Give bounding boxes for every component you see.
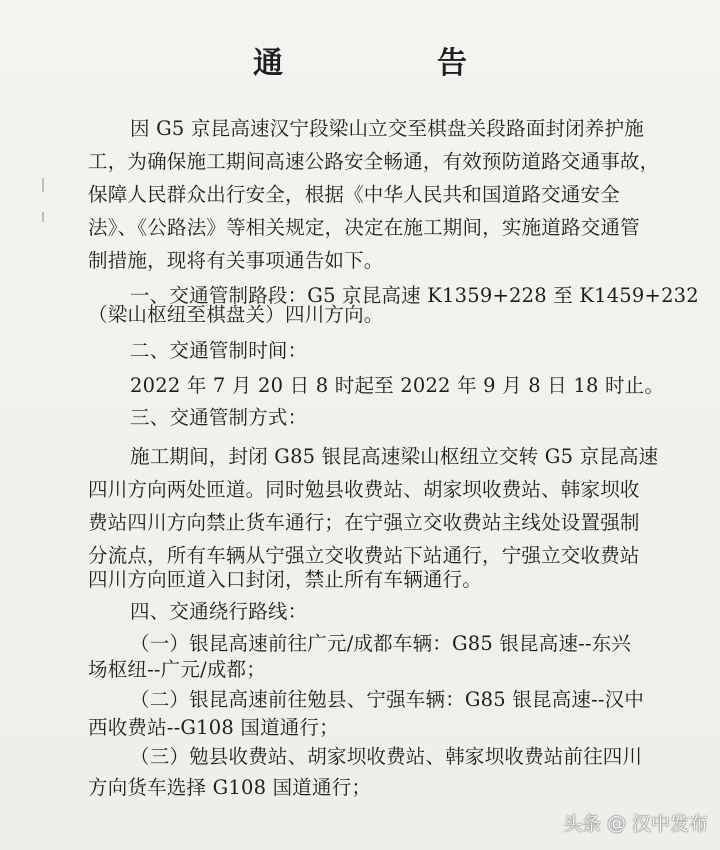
paragraph-line: 因 G5 京昆高速汉宁段梁山立交至棋盘关段路面封闭养护施 xyxy=(130,117,644,140)
paragraph-line: 法》、《公路法》等相关规定，决定在施工期间，实施道路交通管 xyxy=(88,216,640,239)
scan-mark xyxy=(42,178,44,192)
route-item-continued: 方向货车选择 G108 国道通行； xyxy=(88,776,372,799)
route-item: （三）勉县收费站、胡家坝收费站、韩家坝收费站前往四川 xyxy=(130,745,643,768)
route-item-continued: 场枢纽--广元/成都； xyxy=(88,658,266,681)
paragraph-line: 保障人民群众出行安全，根据《中华人民共和国道路交通安全 xyxy=(88,183,620,206)
paragraph-line: 分流点，所有车辆从宁强立交收费站下站通行，宁强立交收费站 xyxy=(88,544,640,567)
route-item: （二）银昆高速前往勉县、宁强车辆：G85 银昆高速--汉中 xyxy=(130,688,645,711)
route-item: （一）银昆高速前往广元/成都车辆：G85 银昆高速--东兴 xyxy=(130,632,632,655)
paragraph-line: 费站四川方向禁止货车通行；在宁强立交收费站主线处设置强制 xyxy=(88,511,640,534)
section-heading: 一、交通管制路段：G5 京昆高速 K1359+228 至 K1459+232 xyxy=(130,284,699,307)
watermark-source: 头条 xyxy=(562,813,601,835)
paragraph-line: （梁山枢纽至棋盘关）四川方向。 xyxy=(88,303,384,326)
route-item-continued: 西收费站--G108 国道通行； xyxy=(88,716,339,739)
paragraph-line: 工，为确保施工期间高速公路安全畅通，有效预防道路交通事故， xyxy=(88,150,660,173)
paragraph-line: 施工期间，封闭 G85 银昆高速梁山枢纽立交转 G5 京昆高速 xyxy=(130,445,659,468)
source-watermark xyxy=(563,809,708,836)
section-heading: 三、交通管制方式： xyxy=(130,406,308,429)
paragraph-line: 制措施，现将有关事项通告如下。 xyxy=(88,249,384,272)
section-heading: 二、交通管制时间： xyxy=(130,339,308,362)
paragraph-line: 四川方向两处匝道。同时勉县收费站、胡家坝收费站、韩家坝收 xyxy=(88,478,640,501)
paragraph-line: 2022 年 7 月 20 日 8 时起至 2022 年 9 月 8 日 18 时止。 xyxy=(130,374,665,397)
paragraph-line: 四川方向匝道入口封闭，禁止所有车辆通行。 xyxy=(88,568,483,591)
scan-mark xyxy=(42,212,44,222)
watermark-account: 汉中发布 xyxy=(631,813,708,835)
at-icon: @ xyxy=(606,811,626,834)
section-heading: 四、交通绕行路线： xyxy=(130,600,308,623)
notice-title: 通 告 xyxy=(253,46,529,81)
